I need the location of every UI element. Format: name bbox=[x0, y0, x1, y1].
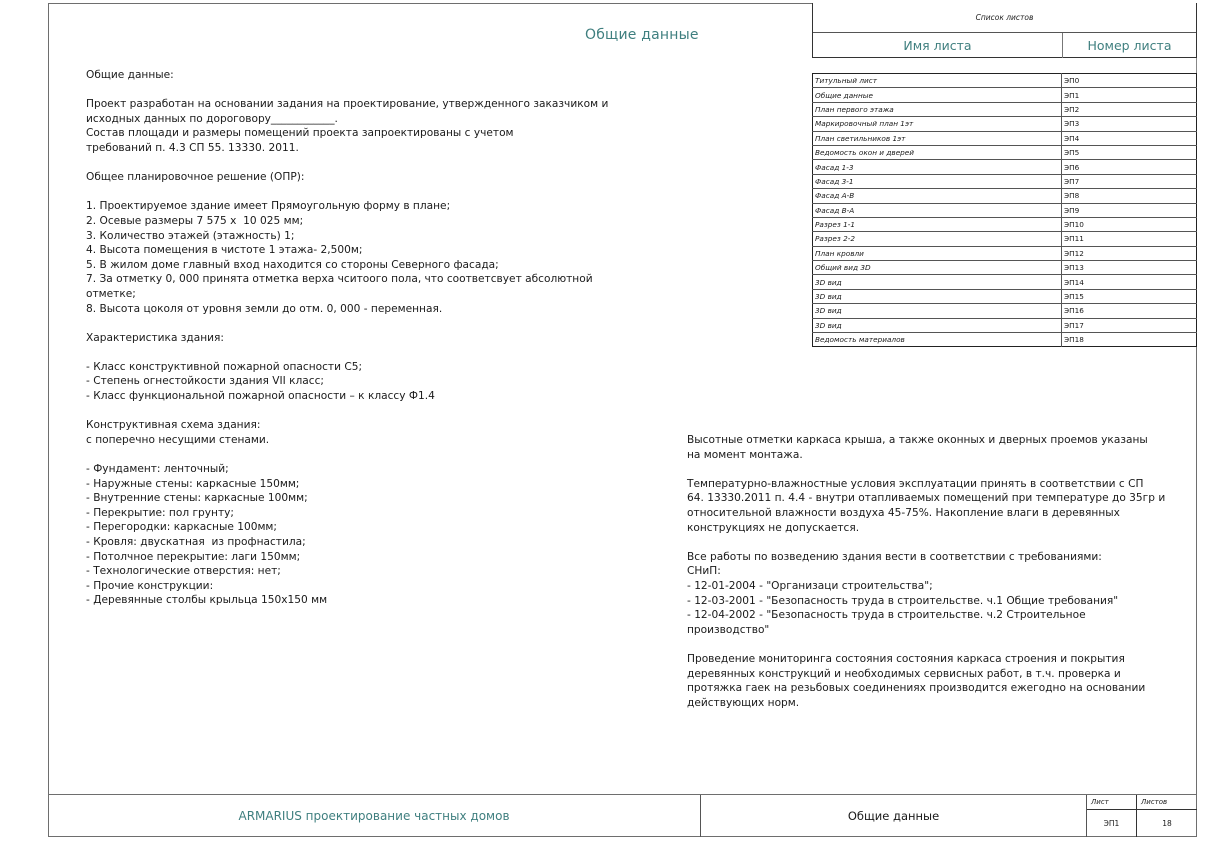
table-row bbox=[813, 232, 1197, 246]
table-row bbox=[813, 102, 1197, 116]
sheet-list-header bbox=[812, 3, 1197, 58]
text-line: Высотные отметки каркаса крыша, а также оконных и дверных проемов указаны bbox=[687, 434, 1148, 446]
blank-line bbox=[86, 404, 646, 419]
table-row bbox=[813, 203, 1197, 217]
table-row bbox=[813, 117, 1197, 131]
text-line: - 12-01-2004 - "Организаци строительства"; bbox=[687, 579, 933, 592]
text-line: протяжка гаек на резьбовых соединениях производится ежегодно на основании bbox=[687, 682, 1146, 695]
text-line: - Технологические отверстия: нет; bbox=[86, 565, 281, 578]
sheet-name-cell: План первого этажа bbox=[813, 102, 1062, 116]
sheet-number-cell: ЭП17 bbox=[1062, 318, 1197, 332]
text-line: Общие данные: bbox=[86, 69, 174, 81]
sheet-number-cell: ЭП0 bbox=[1062, 74, 1197, 88]
table-row bbox=[813, 246, 1197, 260]
table-row bbox=[813, 275, 1197, 289]
text-line: конструкциях не допускается. bbox=[687, 521, 860, 534]
sheet-list-columns bbox=[813, 33, 1196, 58]
sheets-count-cell bbox=[1137, 795, 1197, 837]
sheet-number-cell: ЭП5 bbox=[1062, 145, 1197, 159]
blank-line bbox=[86, 447, 646, 462]
sheet-title: Общие данные bbox=[701, 795, 1087, 837]
blank-line bbox=[86, 185, 646, 200]
text-line: - 12-04-2002 - "Безопасность труда в строительстве. ч.2 Строительное bbox=[687, 609, 1086, 622]
blank-line bbox=[86, 345, 646, 360]
text-line: Характеристика здания: bbox=[86, 331, 225, 344]
text-line: отметке; bbox=[86, 287, 136, 300]
text-line: 4. Высота помещения в чистоте 1 этажа- 2,500м; bbox=[86, 244, 363, 257]
blank-line bbox=[687, 462, 1177, 477]
text-line: - Перекрытие: пол грунту; bbox=[86, 506, 234, 519]
text-line: - 12-03-2001 - "Безопасность труда в строительстве. ч.1 Общие требования" bbox=[687, 594, 1119, 607]
title-block bbox=[48, 794, 1197, 837]
organization-name: ARMARIUS проектирование частных домов bbox=[48, 795, 701, 837]
sheet-name-cell: План кровли bbox=[813, 246, 1062, 260]
text-line: относительной влажности воздуха 45-75%. Накопление влаги в деревянных bbox=[687, 506, 1120, 519]
text-line: 7. За отметку 0, 000 принята отметка верха чситоого пола, что соответсвует абсолютной bbox=[86, 273, 593, 286]
sheet-name-cell: План светильников 1эт bbox=[813, 131, 1062, 145]
sheet-number-cell: ЭП4 bbox=[1062, 131, 1197, 145]
table-row bbox=[813, 131, 1197, 145]
text-line: - Потолчное перекрытие: лаги 150мм; bbox=[86, 550, 301, 563]
sheet-value: ЭП1 bbox=[1103, 819, 1120, 828]
sheet-name-cell: Фасад 1-3 bbox=[813, 160, 1062, 174]
text-line: с поперечно несущими стенами. bbox=[86, 433, 270, 446]
text-line: Состав площади и размеры помещений проекта запроектированы с учетом bbox=[86, 127, 514, 140]
sheet-name-cell: 3D вид bbox=[813, 289, 1062, 303]
blank-line bbox=[687, 637, 1177, 652]
blank-line bbox=[687, 535, 1177, 550]
sheet-name-cell: Титульный лист bbox=[813, 74, 1062, 88]
sheet-name-cell: Ведомость материалов bbox=[815, 335, 905, 345]
text-line: Конструктивная схема здания: bbox=[86, 419, 261, 432]
table-row bbox=[813, 217, 1197, 231]
blank-line bbox=[86, 156, 646, 171]
text-line: - Внутренние стены: каркасные 100мм; bbox=[86, 492, 308, 505]
general-data-notes bbox=[86, 68, 646, 608]
sheet-number-cell: ЭП1 bbox=[1062, 88, 1197, 102]
column-header-sheet-name: Имя листа bbox=[813, 33, 1063, 58]
text-line: СНиП: bbox=[687, 565, 721, 578]
text-line: Проведение мониторинга состояния состояния каркаса строения и покрытия bbox=[687, 652, 1125, 665]
sheet-name-cell: 3D вид bbox=[813, 318, 1062, 332]
table-row bbox=[813, 174, 1197, 188]
sheet-number-cell: ЭП12 bbox=[1062, 246, 1197, 260]
sheets-value: 18 bbox=[1162, 819, 1172, 828]
sheet-list-table bbox=[812, 73, 1197, 347]
sheet-name-cell: Разрез 2-2 bbox=[813, 232, 1062, 246]
sheet-list-caption: Список листов bbox=[813, 3, 1196, 33]
sheet-name-cell: Общий вид 3D bbox=[813, 261, 1062, 275]
blank-line bbox=[86, 316, 646, 331]
text-line: - Прочие конструкции: bbox=[86, 579, 214, 592]
sheet-number-cell: ЭП10 bbox=[1062, 217, 1197, 231]
table-row bbox=[813, 145, 1197, 159]
text-line: 3. Количество этажей (этажность) 1; bbox=[86, 229, 295, 242]
text-line: Общее планировочное решение (ОПР): bbox=[86, 171, 305, 184]
text-line: - Кровля: двускатная из профнастила; bbox=[86, 536, 306, 548]
column-header-sheet-number: Номер листа bbox=[1087, 38, 1172, 53]
sheet-number-cell: ЭП2 bbox=[1062, 102, 1197, 116]
sheet-name-cell: Фасад А-В bbox=[813, 189, 1062, 203]
text-line: требований п. 4.3 СП 55. 13330. 2011. bbox=[86, 141, 299, 154]
sheet-number-cell: ЭП15 bbox=[1062, 289, 1197, 303]
sheets-label: Листов bbox=[1137, 795, 1197, 810]
text-line: на момент монтажа. bbox=[687, 448, 803, 461]
table-row bbox=[813, 318, 1197, 332]
sheet-number-cell: ЭП14 bbox=[1062, 275, 1197, 289]
table-row bbox=[813, 261, 1197, 275]
text-line: - Деревянные столбы крыльца 150х150 мм bbox=[86, 594, 328, 607]
divider bbox=[1196, 58, 1197, 73]
text-line: действующих норм. bbox=[687, 696, 800, 709]
table-row bbox=[813, 304, 1197, 318]
sheet-number-cell: ЭП6 bbox=[1062, 160, 1197, 174]
sheet-name-cell: Маркировочный план 1эт bbox=[813, 117, 1062, 131]
sheet-name-cell: Фасад 3-1 bbox=[813, 174, 1062, 188]
sheet-cell bbox=[1087, 795, 1137, 837]
table-row bbox=[813, 88, 1197, 102]
table-row bbox=[813, 160, 1197, 174]
sheet-name-cell: Общие данные bbox=[813, 88, 1062, 102]
text-line: 2. Осевые размеры 7 575 х 10 025 мм; bbox=[86, 214, 304, 227]
text-line: Проект разработан на основании задания на проектирование, утвержденного заказчиком и bbox=[86, 98, 609, 111]
sheet-meta bbox=[1087, 795, 1197, 837]
sheet-number-cell: ЭП8 bbox=[1062, 189, 1197, 203]
text-line: Температурно-влажностные условия эксплуатации принять в соответствии с СП bbox=[687, 477, 1144, 490]
table-row bbox=[813, 189, 1197, 203]
text-line: - Степень огнестойкости здания VII класс; bbox=[86, 375, 324, 388]
text-line: 64. 13330.2011 п. 4.4 - внутри отапливаемых помещений при температуре до 35гр и bbox=[687, 492, 1166, 505]
text-line: 8. Высота цоколя от уровня земли до отм. 0, 000 - переменная. bbox=[86, 302, 443, 315]
text-line: исходных данных по дороговору____________. bbox=[86, 112, 338, 125]
text-line: деревянных конструкций и необходимых сервисных работ, в т.ч. проверка и bbox=[687, 667, 1121, 680]
text-line: - Фундамент: ленточный; bbox=[86, 463, 229, 476]
text-line: - Наружные стены: каркасные 150мм; bbox=[86, 477, 300, 490]
construction-notes bbox=[687, 433, 1177, 710]
text-line: 5. В жилом доме главный вход находится со стороны Северного фасада; bbox=[86, 258, 499, 271]
text-line: - Класс конструктивной пожарной опасности С5; bbox=[86, 360, 363, 373]
sheet-name-cell: Фасад В-А bbox=[813, 203, 1062, 217]
text-line: - Класс функциональной пожарной опасности – к классу Ф1.4 bbox=[86, 390, 435, 403]
table-row bbox=[813, 74, 1197, 88]
sheet-name-cell: Разрез 1-1 bbox=[813, 217, 1062, 231]
page-title: Общие данные bbox=[585, 27, 699, 43]
text-line: 1. Проектируемое здание имеет Прямоугольную форму в плане; bbox=[86, 200, 451, 213]
sheet-name-cell: 3D вид bbox=[813, 275, 1062, 289]
sheet-number-cell: ЭП11 bbox=[1062, 232, 1197, 246]
sheet-number-cell: ЭП13 bbox=[1062, 261, 1197, 275]
sheet-number-cell: ЭП7 bbox=[1062, 174, 1197, 188]
blank-line bbox=[86, 83, 646, 98]
table-row bbox=[813, 333, 1197, 347]
sheet-number-cell: ЭП16 bbox=[1062, 304, 1197, 318]
text-line: производство" bbox=[687, 623, 770, 636]
table-row bbox=[813, 289, 1197, 303]
sheet-number-cell: ЭП18 bbox=[1062, 333, 1197, 347]
text-line: - Перегородки: каркасные 100мм; bbox=[86, 521, 277, 534]
sheet-number-cell: ЭП9 bbox=[1062, 203, 1197, 217]
sheet-name-cell: Ведомость окон и дверей bbox=[813, 145, 1062, 159]
sheet-label: Лист bbox=[1087, 795, 1136, 810]
text-line: Все работы по возведению здания вести в соответствии с требованиями: bbox=[687, 550, 1102, 563]
sheet-name-cell: 3D вид bbox=[813, 304, 1062, 318]
sheet-number-cell: ЭП3 bbox=[1062, 117, 1197, 131]
